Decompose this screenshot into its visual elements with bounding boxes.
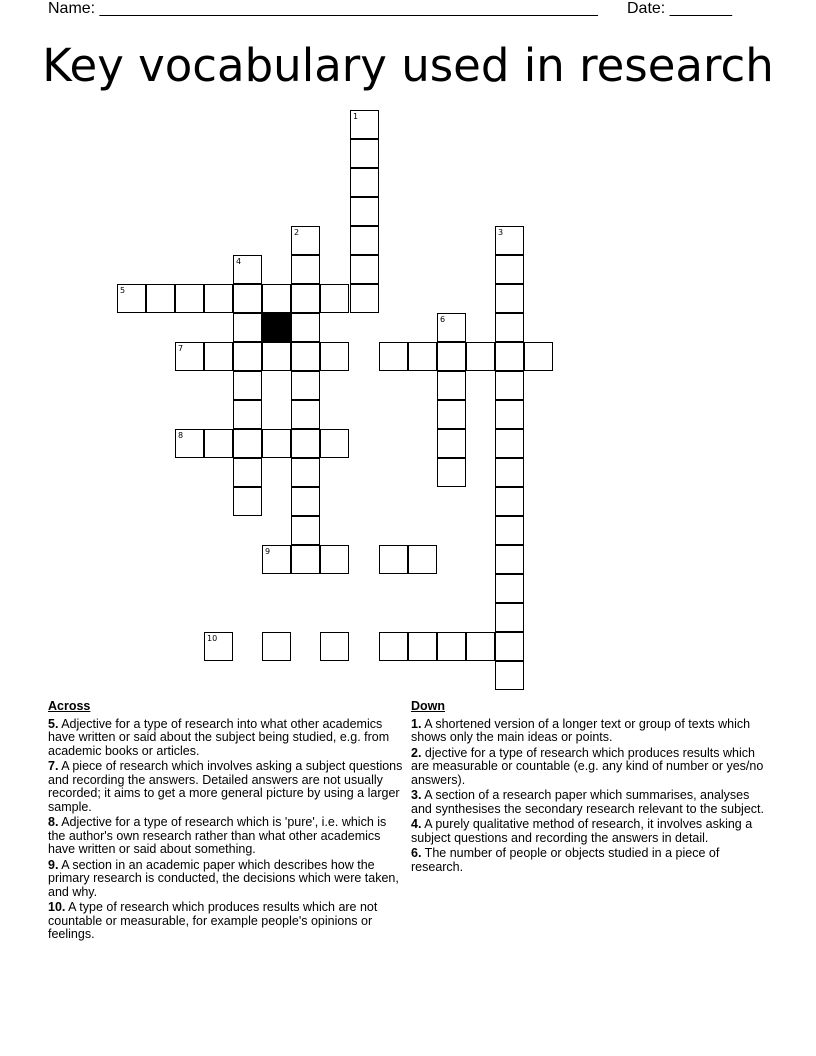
crossword-cell[interactable]: [495, 400, 524, 429]
crossword-cell[interactable]: [437, 342, 466, 371]
crossword-cell[interactable]: [233, 429, 262, 458]
page-title: Key vocabulary used in research: [42, 39, 774, 92]
crossword-cell[interactable]: [437, 313, 466, 342]
crossword-cell[interactable]: [495, 284, 524, 313]
crossword-cell[interactable]: [291, 284, 320, 313]
clue-number: 10: [207, 634, 218, 643]
crossword-cell[interactable]: [175, 284, 204, 313]
crossword-cell[interactable]: [495, 313, 524, 342]
across-clue: 9. A section in an academic paper which describes how the primary research is conducted, the decisions which were taken, and why.: [48, 857, 399, 899]
crossword-cell[interactable]: [350, 139, 379, 168]
crossword-cell[interactable]: [204, 632, 233, 661]
crossword-cell[interactable]: [233, 458, 262, 487]
crossword-cell[interactable]: [233, 284, 262, 313]
crossword-cell[interactable]: [291, 342, 320, 371]
crossword-cell[interactable]: [320, 284, 349, 313]
down-clue: 4. A purely qualitative method of research, it involves asking a subject questions and recording the answers in detail.: [411, 817, 753, 845]
clue-number: 5.: [48, 716, 59, 731]
across-clue: 5. Adjective for a type of research into what other academics have written or said about the subject being studied, e.g. from academic books or articles.: [48, 716, 390, 758]
crossword-cell[interactable]: [175, 429, 204, 458]
clue-number: 1: [353, 112, 359, 121]
down-clue: 3. A section of a research paper which summarises, analyses and synthesises the secondary research relevant to the subject.: [411, 788, 764, 816]
crossword-cell[interactable]: [495, 661, 524, 690]
clue-number: 8.: [48, 815, 59, 829]
crossword-cell[interactable]: [495, 371, 524, 400]
crossword-cell[interactable]: [320, 545, 349, 574]
crossword-cell[interactable]: [291, 458, 320, 487]
down-clue: 2. djective for a type of research which produces results which are measurable or countable (e.g. any kind of number or yes/no answers).: [411, 745, 764, 787]
crossword-cell[interactable]: [495, 226, 524, 255]
clue-number: 1.: [411, 716, 422, 731]
crossword-cell[interactable]: [495, 516, 524, 545]
crossword-cell[interactable]: [350, 110, 379, 139]
crossword-cell[interactable]: [233, 400, 262, 429]
crossword-cell[interactable]: [379, 342, 408, 371]
clue-number: 4.: [411, 817, 422, 831]
clue-number: 9.: [48, 857, 59, 872]
crossword-cell[interactable]: [408, 342, 437, 371]
clue-number: 3: [498, 228, 504, 237]
down-clue: 6. The number of people or objects studied in a piece of research.: [411, 846, 720, 874]
crossword-cell[interactable]: [408, 632, 437, 661]
crossword-cell[interactable]: [291, 371, 320, 400]
crossword-cell[interactable]: [320, 632, 349, 661]
crossword-cell[interactable]: [117, 284, 146, 313]
across-clue: 8. Adjective for a type of research which is 'pure', i.e. which is the author's own research rather than what other academics have written or said about something.: [48, 815, 387, 856]
crossword-cell[interactable]: [291, 516, 320, 545]
crossword-cell[interactable]: [495, 574, 524, 603]
black-cell: [262, 313, 291, 342]
crossword-cell[interactable]: [291, 313, 320, 342]
clue-number: 5: [120, 286, 126, 295]
crossword-cell[interactable]: [350, 255, 379, 284]
crossword-cell[interactable]: [204, 284, 233, 313]
crossword-cell[interactable]: [350, 226, 379, 255]
crossword-cell[interactable]: [233, 371, 262, 400]
down-heading: Down: [411, 699, 446, 713]
crossword-cell[interactable]: [262, 545, 291, 574]
across-clues: [48, 700, 403, 944]
crossword-cell[interactable]: [262, 429, 291, 458]
clue-number: 9: [265, 547, 271, 556]
crossword-cell[interactable]: [437, 400, 466, 429]
crossword-cell[interactable]: [233, 313, 262, 342]
crossword-cell[interactable]: [233, 255, 262, 284]
crossword-cell[interactable]: [233, 342, 262, 371]
across-clue: 7. A piece of research which involves asking a subject questions and recording the answers. Detailed answers are not usually recorded; it aims to get a more general picture by using a larger sample.: [48, 759, 403, 814]
crossword-cell[interactable]: [320, 429, 349, 458]
crossword-cell[interactable]: [495, 429, 524, 458]
crossword-cell[interactable]: [495, 342, 524, 371]
clue-number: 6.: [411, 846, 422, 860]
clue-number: 2.: [411, 745, 422, 760]
across-heading: Across: [48, 699, 91, 713]
crossword-cell[interactable]: [262, 342, 291, 371]
clue-number: 10.: [48, 900, 66, 914]
crossword-cell[interactable]: [495, 603, 524, 632]
clue-number: 7: [178, 344, 184, 353]
crossword-cell[interactable]: [466, 342, 495, 371]
crossword-cell[interactable]: [262, 632, 291, 661]
crossword-cell[interactable]: [204, 429, 233, 458]
crossword-cell[interactable]: [466, 632, 495, 661]
crossword-cell[interactable]: [350, 284, 379, 313]
crossword-cell[interactable]: [437, 429, 466, 458]
clue-number: 7.: [48, 759, 59, 773]
crossword-cell[interactable]: [233, 487, 262, 516]
crossword-cell[interactable]: [495, 458, 524, 487]
name-field[interactable]: Name: ________________________________________________________: [48, 0, 598, 17]
crossword-cell[interactable]: [291, 487, 320, 516]
crossword-cell[interactable]: [437, 632, 466, 661]
clue-number: 8: [178, 431, 184, 440]
crossword-cell[interactable]: [350, 197, 379, 226]
crossword-cell[interactable]: [495, 255, 524, 284]
clue-number: 3.: [411, 788, 422, 802]
crossword-cell[interactable]: [320, 342, 349, 371]
crossword-cell[interactable]: [495, 632, 524, 661]
crossword-cell[interactable]: [291, 255, 320, 284]
crossword-cell[interactable]: [146, 284, 175, 313]
clue-number: 6: [440, 315, 446, 324]
crossword-cell[interactable]: [495, 545, 524, 574]
crossword-cell[interactable]: [350, 168, 379, 197]
crossword-cell[interactable]: [379, 545, 408, 574]
crossword-cell[interactable]: [379, 632, 408, 661]
crossword-cell[interactable]: [437, 458, 466, 487]
across-clue: 10. A type of research which produces results which are not countable or measurable, for example people's opinions or feelings.: [48, 900, 378, 941]
down-clues: [411, 700, 771, 876]
crossword-cell[interactable]: [175, 342, 204, 371]
crossword-cell[interactable]: [262, 284, 291, 313]
crossword-cell[interactable]: [495, 487, 524, 516]
crossword-cell[interactable]: [291, 545, 320, 574]
crossword-cell[interactable]: [291, 400, 320, 429]
crossword-cell[interactable]: [291, 429, 320, 458]
down-clue: 1. A shortened version of a longer text or group of texts which shows only the main ideas or points.: [411, 716, 751, 744]
crossword-cell[interactable]: [204, 342, 233, 371]
crossword-cell[interactable]: [408, 545, 437, 574]
clue-number: 2: [294, 228, 300, 237]
clue-number: 4: [236, 257, 242, 266]
crossword-cell[interactable]: [524, 342, 553, 371]
crossword-cell[interactable]: [291, 226, 320, 255]
date-field[interactable]: Date: _______: [627, 0, 732, 17]
crossword-cell[interactable]: [437, 371, 466, 400]
